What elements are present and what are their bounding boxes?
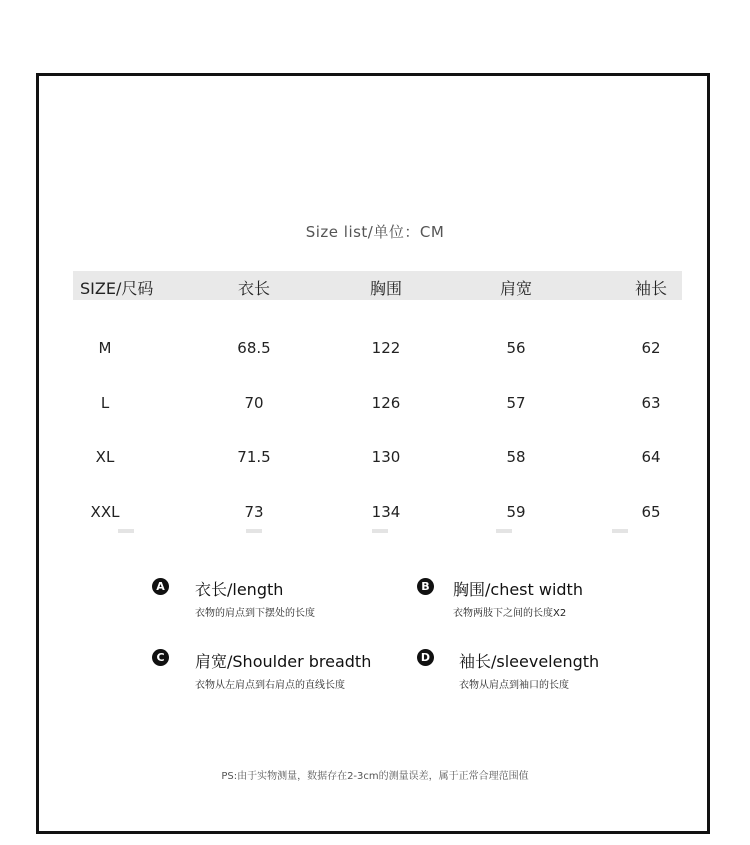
cutoff-row-fragment <box>496 529 512 533</box>
row-length-cell: 70 <box>244 394 264 412</box>
legend-desc: 衣物的肩点到下摆处的长度 <box>195 608 315 619</box>
cutoff-row-fragment <box>118 529 134 533</box>
row-sleeve-cell: 64 <box>641 448 661 466</box>
legend-desc: 衣物从肩点到袖口的长度 <box>459 680 569 691</box>
row-shoulder-cell: 58 <box>506 448 526 466</box>
size-list-title: Size list/单位：CM <box>305 223 445 241</box>
row-chest-cell: 134 <box>371 503 401 521</box>
row-length-cell: 68.5 <box>237 339 271 357</box>
header-size: SIZE/尺码 <box>80 279 154 298</box>
header-chest: 胸围 <box>369 279 403 298</box>
badge-b-icon: B <box>417 578 434 595</box>
legend-desc: 衣物从左肩点到右肩点的直线长度 <box>195 680 345 691</box>
row-size-cell: L <box>100 394 110 412</box>
row-chest-cell: 122 <box>371 339 401 357</box>
row-chest-cell: 126 <box>371 394 401 412</box>
legend-title: 袖长/sleevelength <box>459 652 600 671</box>
row-size-cell: XXL <box>90 503 120 521</box>
row-shoulder-cell: 57 <box>506 394 526 412</box>
row-shoulder-cell: 59 <box>506 503 526 521</box>
header-length: 衣长 <box>237 279 271 298</box>
header-sleeve: 袖长 <box>634 279 668 298</box>
row-sleeve-cell: 65 <box>641 503 661 521</box>
cutoff-row-fragment <box>612 529 628 533</box>
measurement-note: PS:由于实物测量，数据存在2-3cm的测量误差，属于正常合理范围值 <box>221 771 529 782</box>
legend-desc: 衣物两肢下之间的长度X2 <box>453 608 567 619</box>
header-shoulder: 肩宽 <box>499 279 533 298</box>
cutoff-row-fragment <box>372 529 388 533</box>
badge-a-icon: A <box>152 578 169 595</box>
row-sleeve-cell: 63 <box>641 394 661 412</box>
badge-d-icon: D <box>417 649 434 666</box>
row-length-cell: 71.5 <box>237 448 271 466</box>
row-shoulder-cell: 56 <box>506 339 526 357</box>
row-size-cell: XL <box>95 448 115 466</box>
row-length-cell: 73 <box>244 503 264 521</box>
legend-title: 胸围/chest width <box>453 580 583 599</box>
row-size-cell: M <box>98 339 112 357</box>
legend-title: 肩宽/Shoulder breadth <box>195 652 372 671</box>
row-sleeve-cell: 62 <box>641 339 661 357</box>
badge-c-icon: C <box>152 649 169 666</box>
legend-title: 衣长/length <box>195 580 284 599</box>
cutoff-row-fragment <box>246 529 262 533</box>
row-chest-cell: 130 <box>371 448 401 466</box>
